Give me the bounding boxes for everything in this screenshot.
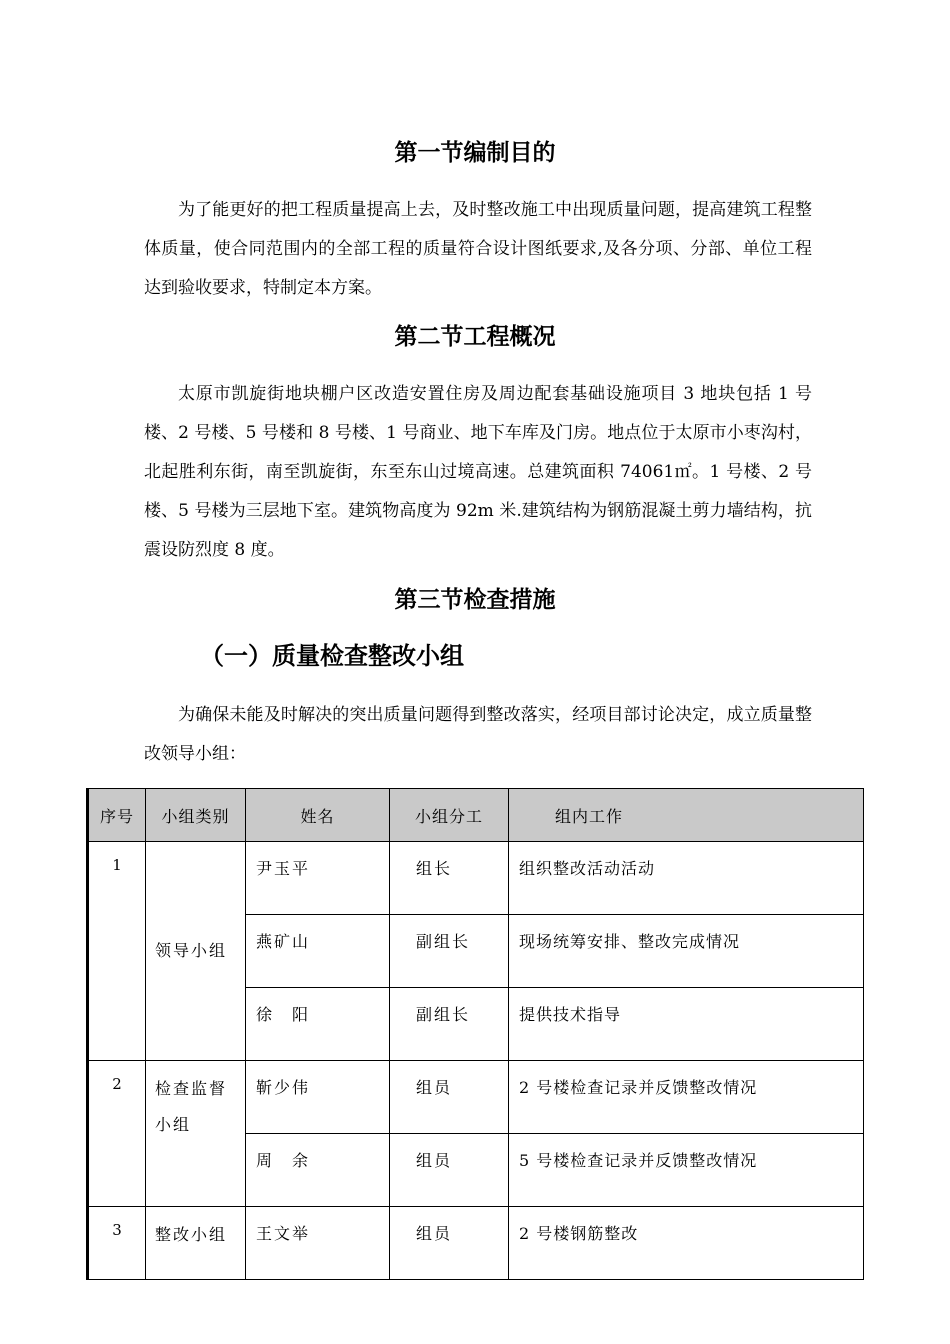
subsection-1-title: （一）质量检查整改小组 [200, 642, 464, 670]
member-role: 副组长 [390, 915, 509, 988]
member-name: 尹玉平 [246, 842, 390, 915]
member-work: 5 号楼检查记录并反馈整改情况 [509, 1134, 864, 1207]
section-2-body: 太原市凯旋街地块棚户区改造安置住房及周边配套基础设施项目 3 地块包括 1 号楼、2 号楼、5 号楼和 8 号楼、1 号商业、地下车库及门房。地点位于太原市小枣沟村，北起胜利东街，南至凯旋街，东至东山过境高速。总建筑面积 74061㎡。1 号楼、2 号楼、5 号楼为三层地下室。建筑物高度为 92m 米.建筑结构为钢筋混凝土剪力墙结构，抗震设防烈度 8 度。 [144, 384, 812, 560]
section-3-title: 第三节检查措施 [394, 587, 556, 613]
member-name: 徐 阳 [246, 988, 390, 1061]
row-seq: 1 [88, 842, 146, 1061]
section-1-body: 为了能更好的把工程质量提高上去，及时整改施工中出现质量问题，提高建筑工程整体质量，使合同范围内的全部工程的质量符合设计图纸要求,及各分项、分部、单位工程达到验收要求，特制定本方案。 [144, 200, 812, 298]
member-name: 燕矿山 [246, 915, 390, 988]
header-seq: 序号 [88, 789, 146, 842]
quality-team-table [86, 788, 864, 1280]
row-category: 领导小组 [146, 842, 246, 1061]
member-work: 2 号楼钢筋整改 [509, 1207, 864, 1280]
member-role: 副组长 [390, 988, 509, 1061]
member-role: 组员 [390, 1134, 509, 1207]
table-row [88, 1061, 864, 1134]
header-role: 小组分工 [390, 789, 509, 842]
table-row [88, 1207, 864, 1280]
member-work: 2 号楼检查记录并反馈整改情况 [509, 1061, 864, 1134]
row-seq: 2 [88, 1061, 146, 1207]
header-work: 组内工作 [509, 789, 864, 842]
member-name: 靳少伟 [246, 1061, 390, 1134]
member-role: 组员 [390, 1061, 509, 1134]
header-name: 姓名 [246, 789, 390, 842]
member-work: 现场统筹安排、整改完成情况 [509, 915, 864, 988]
member-name: 王文举 [246, 1207, 390, 1280]
member-work: 提供技术指导 [509, 988, 864, 1061]
subsection-1-body: 为确保未能及时解决的突出质量问题得到整改落实，经项目部讨论决定，成立质量整改领导小组： [144, 705, 812, 764]
row-category: 检查监督小组 [146, 1061, 246, 1207]
section-1-title: 第一节编制目的 [394, 140, 556, 166]
section-2-title: 第二节工程概况 [394, 324, 556, 350]
member-role: 组长 [390, 842, 509, 915]
row-seq: 3 [88, 1207, 146, 1280]
member-work: 组织整改活动活动 [509, 842, 864, 915]
table-row [88, 842, 864, 915]
header-category: 小组类别 [146, 789, 246, 842]
member-name: 周 余 [246, 1134, 390, 1207]
row-category: 整改小组 [146, 1207, 246, 1280]
member-role: 组员 [390, 1207, 509, 1280]
table-header-row [88, 789, 864, 842]
